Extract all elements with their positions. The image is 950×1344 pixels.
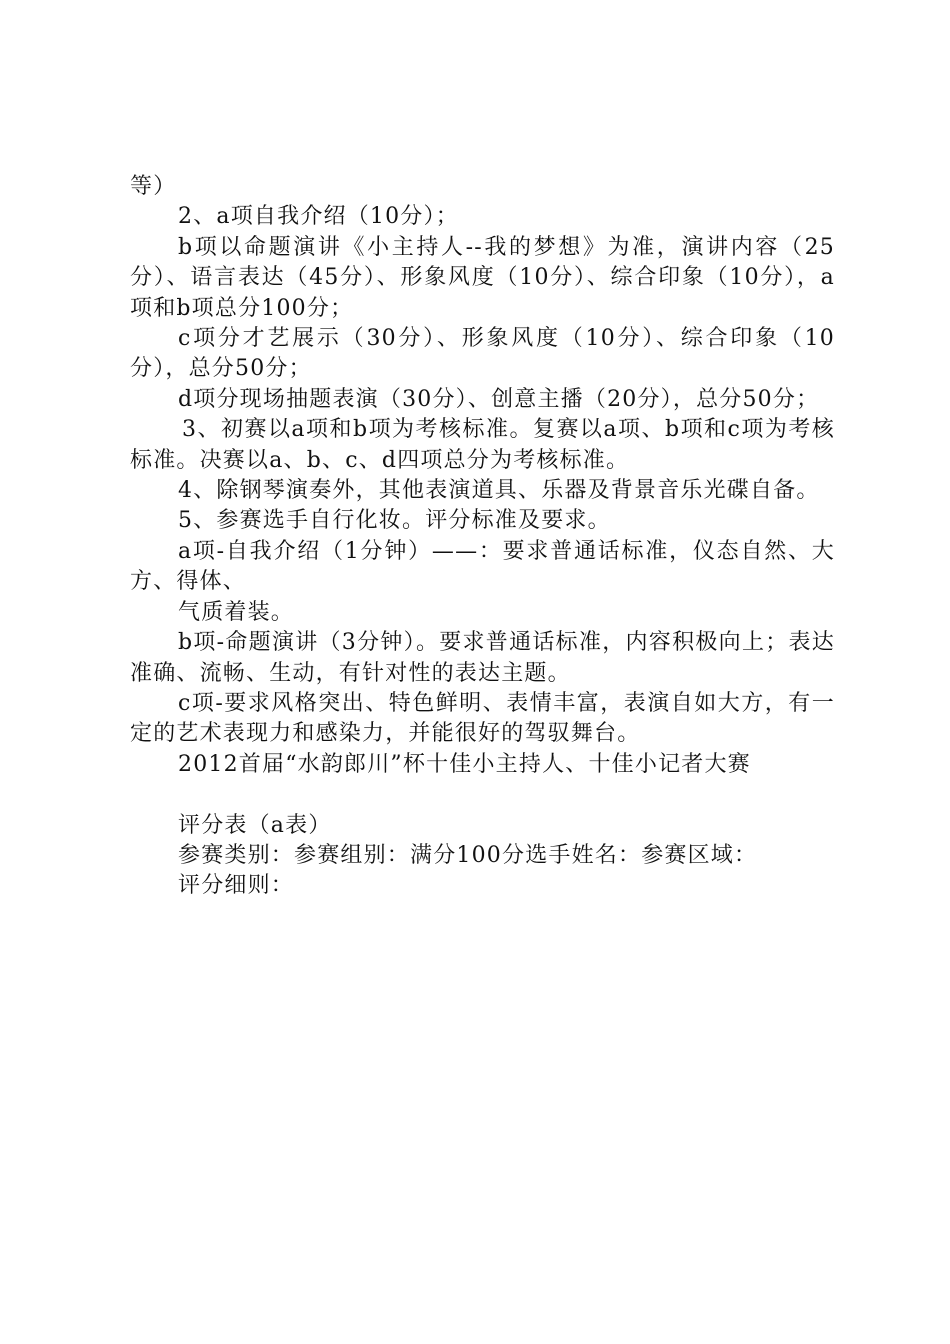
blank-line <box>130 780 835 810</box>
paragraph-item-b: b项以命题演讲《小主持人--我的梦想》为准，演讲内容（25分）、语言表达（45分）、形象风度（10分）、综合印象（10分），a项和b项总分100分； <box>130 234 835 321</box>
paragraph-criteria-b: b项-命题演讲（3分钟）。要求普通话标准，内容积极向上；表达准确、流畅、生动，有针对性的表达主题。 <box>130 630 835 686</box>
paragraph-item-4: 4、除钢琴演奏外，其他表演道具、乐器及背景音乐光碟自备。 <box>178 478 820 504</box>
paragraph-item-c: c项分才艺展示（30分）、形象风度（10分）、综合印象（10分），总分50分； <box>130 326 835 382</box>
paragraph-criteria-a-cont: 气质着装。 <box>178 599 295 625</box>
paragraph-criteria-a: a项-自我介绍（1分钟）——：要求普通话标准，仪态自然、大方、得体、 <box>130 538 835 595</box>
paragraph-item-d: d项分现场抽题表演（30分）、创意主播（20分），总分50分； <box>178 386 820 412</box>
paragraph-criteria-c: c项-要求风格突出、特色鲜明、表情丰富，表演自如大方，有一定的艺术表现力和感染力，并能很好的驾驭舞台。 <box>130 690 835 747</box>
paragraph-item-3: 3、初赛以a项和b项为考核标准。复赛以a项、b项和c项为考核标准。决赛以a、b、c、d四项总分为考核标准。 <box>130 417 835 473</box>
scoresheet-title: 评分表（a表） <box>178 812 332 838</box>
paragraph-item-5: 5、参赛选手自行化妆。评分标准及要求。 <box>178 508 611 534</box>
contest-title: 2012首届“水韵郎川”杯十佳小主持人、十佳小记者大赛 <box>178 751 751 777</box>
document-page <box>130 172 835 902</box>
scoresheet-fields: 参赛类别：参赛组别：满分100分选手姓名：参赛区域： <box>178 842 758 868</box>
scoresheet-rules-label: 评分细则： <box>178 873 295 899</box>
paragraph-item-2: 2、a项自我介绍（10分）； <box>178 204 459 230</box>
paragraph-continuation: 等） <box>130 174 177 199</box>
